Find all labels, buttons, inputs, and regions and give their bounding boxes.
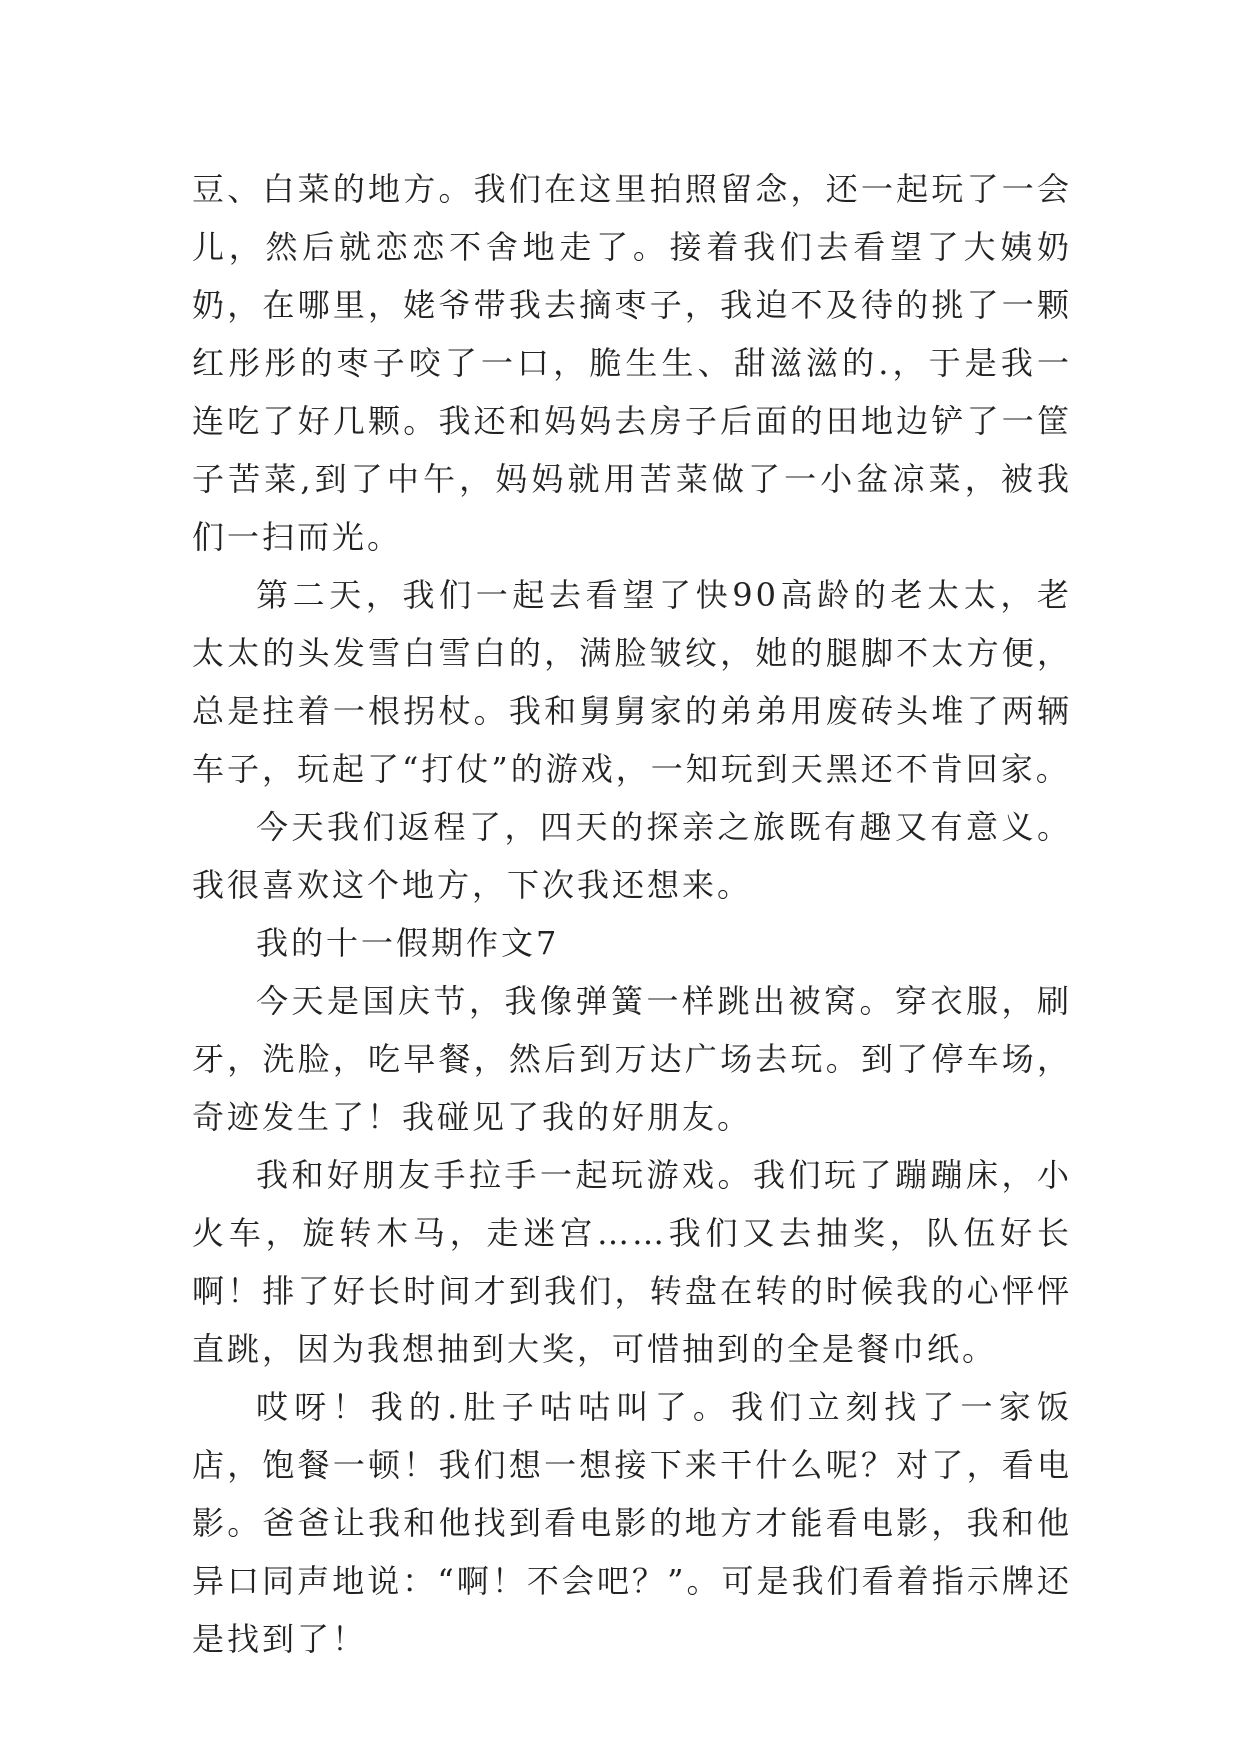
paragraph-5 (192, 1146, 1072, 1378)
paragraph-3 (192, 798, 1072, 914)
paragraph-5-text: 我和好朋友手拉手一起玩游戏。我们玩了蹦蹦床，小火车，旋转木马，走迷宫……我们又去抽奖，队伍好长啊！排了好长时间才到我们，转盘在转的时候我的心怦怦直跳，因为我想抽到大奖，可惜抽到的全是餐巾纸。 (192, 1156, 1072, 1368)
paragraph-2 (192, 566, 1072, 798)
paragraph-3-text: 今天我们返程了，四天的探亲之旅既有趣又有意义。我很喜欢这个地方，下次我还想来。 (192, 808, 1072, 904)
paragraph-6 (192, 1378, 1072, 1668)
paragraph-1 (192, 160, 1072, 566)
document-body (192, 160, 1072, 1668)
section-heading-text: 我的十一假期作文7 (256, 924, 560, 962)
paragraph-4 (192, 972, 1072, 1146)
section-heading (192, 914, 1072, 972)
paragraph-6-text: 哎呀！我的.肚子咕咕叫了。我们立刻找了一家饭店，饱餐一顿！我们想一想接下来干什么呢？对了，看电影。爸爸让我和他找到看电影的地方才能看电影，我和他异口同声地说：“啊！不会吧？”。可是我们看着指示牌还是找到了！ (192, 1388, 1072, 1658)
paragraph-4-text: 今天是国庆节，我像弹簧一样跳出被窝。穿衣服，刷牙，洗脸，吃早餐，然后到万达广场去玩。到了停车场，奇迹发生了！我碰见了我的好朋友。 (192, 982, 1072, 1136)
paragraph-1-text: 豆、白菜的地方。我们在这里拍照留念，还一起玩了一会儿，然后就恋恋不舍地走了。接着我们去看望了大姨奶奶，在哪里，姥爷带我去摘枣子，我迫不及待的挑了一颗红彤彤的枣子咬了一口，脆生生、甜滋滋的.，于是我一连吃了好几颗。我还和妈妈去房子后面的田地边铲了一筐子苦菜,到了中午，妈妈就用苦菜做了一小盆凉菜，被我们一扫而光。 (192, 170, 1072, 556)
paragraph-2-text: 第二天，我们一起去看望了快90高龄的老太太，老太太的头发雪白雪白的，满脸皱纹，她的腿脚不太方便，总是拄着一根拐杖。我和舅舅家的弟弟用废砖头堆了两辆车子，玩起了“打仗”的游戏，一知玩到天黑还不肯回家。 (192, 576, 1072, 788)
